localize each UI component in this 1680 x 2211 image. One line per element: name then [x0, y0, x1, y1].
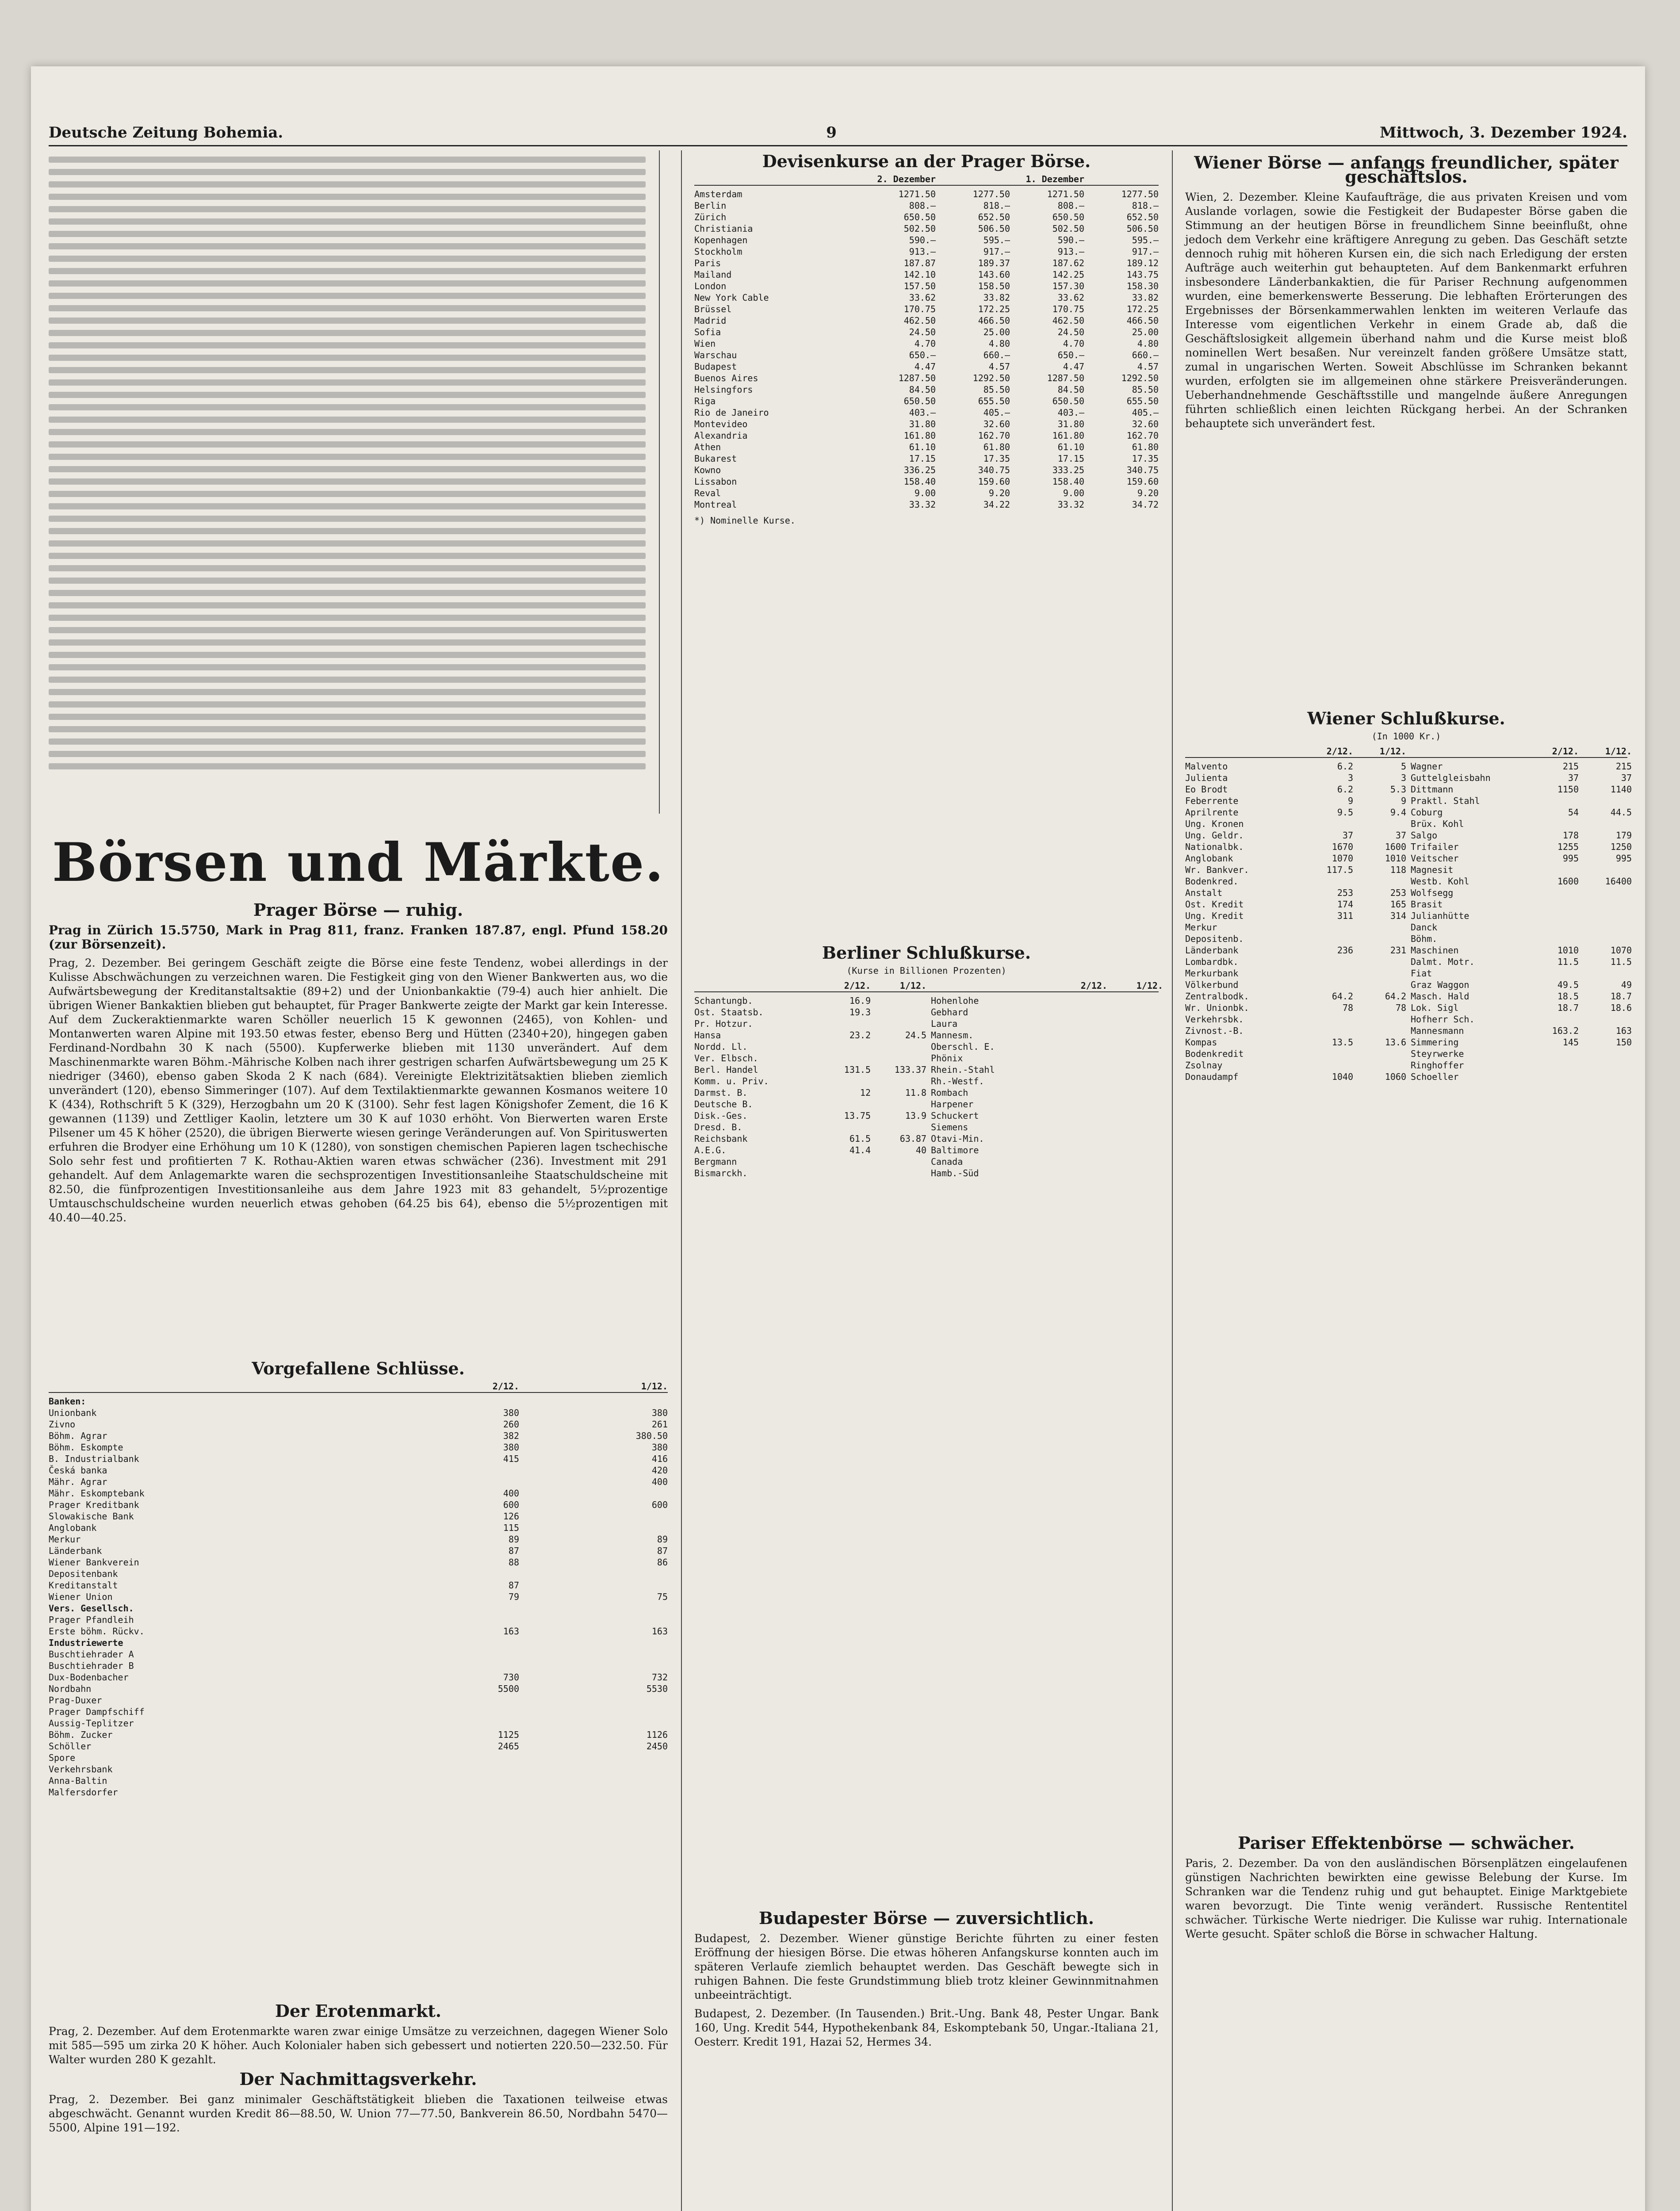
- table-row: Ung. Geldr. 37 37 Salgo 178 179: [1185, 830, 1632, 841]
- table-row: Berlin 808.— 818.— 808.— 818.—: [694, 200, 1159, 211]
- table-row: Hansa 23.2 24.5 Mannesm.: [694, 1030, 974, 1040]
- table-row: Riga 650.50 655.50 650.50 655.50: [694, 396, 1159, 406]
- table-row: Nordbahn 5500 5530: [49, 1683, 668, 1694]
- table-row: Verkehrsbk. Hofherr Sch.: [1185, 1014, 1475, 1025]
- devisenkurse-table: [694, 150, 1159, 526]
- newspaper-page: [31, 66, 1645, 2211]
- table-row: Česká banka 420: [49, 1465, 668, 1476]
- table-row: Prager Pfandleih: [49, 1614, 134, 1625]
- table-row: Wr. Bankver. 117.5 118 Magnesit: [1185, 865, 1454, 875]
- table-row: Zivno 260 261: [49, 1419, 668, 1430]
- table-row: A.E.G. 41.4 40 Baltimore: [694, 1145, 979, 1155]
- table-row: Amsterdam 1271.50 1277.50 1271.50 1277.50: [694, 189, 1159, 199]
- table-row: Darmst. B. 12 11.8 Rombach: [694, 1087, 968, 1098]
- wiener-boerse-article: [1185, 150, 1627, 435]
- section-main-title: Börsen und Märkte.: [52, 831, 665, 894]
- table-row: Merkur 89 89: [49, 1534, 668, 1545]
- table-row: Nordd. Ll. Oberschl. E.: [694, 1041, 995, 1052]
- erotenmarkt-body: Prag, 2. Dezember. Auf dem Erotenmarkte waren zwar einige Umsätze zu verzeichnen, dagegen Wiener Solo mit 585—595 um zirka 20 K höher. Auch Kolonialer haben sich gebessert und notierten 220.50—232.50. Für Walter wurden 280 K gezahlt.: [49, 2025, 668, 2066]
- table-row: Deutsche B. Harpener: [694, 1099, 974, 1109]
- table-row: Länderbank 236 231 Maschinen 1010 1070: [1185, 945, 1632, 956]
- schluesse-heading: Vorgefallene Schlüsse.: [252, 1358, 465, 1378]
- table-row: Prager Kreditbank 600 600: [49, 1500, 668, 1510]
- table-row: Christiania 502.50 506.50 502.50 506.50: [694, 223, 1159, 234]
- prager-boerse-body: Prag, 2. Dezember. Bei geringem Geschäft zeigte die Börse eine feste Tendenz, wobei allerdings in der Kulisse Abschwächungen zu verzeichnen waren. Die Festigkeit ging von den Wiener Bankwerten aus, wo die Aufwärtsbewegung der Kreditanstaltsaktie (89+2) und der Unionbankaktie (79-4) auch hier anhielt. Die übrigen Wiener Bankaktien blieben gut behauptet, für Prager Bankwerte zeigte der Markt gar kein Interesse. Auf dem Zuckeraktienmarkte waren Schöller neuerlich 15 K gewonnen (2465), von Kohlen- und Montanwerten waren Alpine mit 193.50 etwas fester, ebenso Berg und Hütten (2340+20), hingegen gaben Ferdinand-Nordbahn 30 K nach (5500). Kupferwerke blieben mit 1130 unverändert. Auf dem Maschinenmarkte waren Böhm.-Mährische Kolben nach ihrer gestrigen scharfen Aufwärtsbewegung um 25 K niedriger (3460), ebenso gaben Skoda 2 K nach (684). Vereinigte Elektrizitätsaktien blieben ziemlich unverändert (120), ebenso Simmeringer (107). Auf dem Textilaktienmarkte gewannen Kosmanos weitere 10 K (434), Rothschrift 5 K (329), Herzogbahn um 20 K (3100). Sehr fest lagen Königshofer Zement, die 16 K gewannen (1139) und Zettliger Kaolin, letztere um 30 K auf 1030 erhöht. Von Bierwerten waren Erste Pilsener um 45 K höher (2520), die übrigen Bierwerte wiesen geringe Veränderungen auf. Von Spirituswerten erfuhren die Brodyer eine Erhöhung um 10 K (1280), von sonstigen chemischen Papieren lagen tschechische Solo sehr fest und profitierten 7 K. Rothau-Aktien waren etwas schwächer (236). Investment mit 291 gehandelt. Auf dem Anlagemarkte waren die sechsprozentigen Investitionsanleihe Staatschuldscheine mit 82.50, die fünfprozentigen Investitionsanleihe aus dem Jahre 1923 mit 83 gehandelt, 5½prozentige Umtauschschuldscheine wurden neuerlich etwas gehoben (64.25 bis 64), ebenso die 5½prozentigen mit 40.40—40.25.: [49, 956, 668, 1224]
- table-row: Alexandria 161.80 162.70 161.80 162.70: [694, 430, 1159, 441]
- table-row: Merkurbank Fiat: [1185, 968, 1432, 979]
- table-row: Kowno 336.25 340.75 333.25 340.75: [694, 465, 1159, 475]
- table-row: Wiener Bankverein 88 86: [49, 1557, 668, 1568]
- table-row: Kompas 13.5 13.6 Simmering 145 150: [1185, 1037, 1632, 1048]
- table-row: Völkerbund Graz Waggon 49.5 49: [1185, 979, 1632, 990]
- table-row: Zentralbodk. 64.2 64.2 Masch. Hald 18.5 18.7: [1185, 991, 1632, 1002]
- table-row: Ost. Kredit 174 165 Brasit: [1185, 899, 1443, 910]
- table-row: Pr. Hotzur. Laura: [694, 1018, 958, 1029]
- table-row: Zürich 650.50 652.50 650.50 652.50: [694, 212, 1159, 222]
- erotenmarkt-article: [49, 1999, 668, 2139]
- table-row: New York Cable 33.62 33.82 33.62 33.82: [694, 292, 1159, 303]
- table-row: Ung. Kredit 311 314 Julianhütte: [1185, 910, 1470, 921]
- page-header: [49, 115, 1627, 146]
- table-row: Berl. Handel 131.5 133.37 Rhein.-Stahl: [694, 1064, 995, 1075]
- table-row: Sofia 24.50 25.00 24.50 25.00: [694, 327, 1159, 337]
- prager-boerse-heading: Prager Börse — ruhig.: [253, 900, 463, 920]
- berliner-schluss-subheading: (Kurse in Billionen Prozenten): [846, 965, 1006, 976]
- table-row: Kreditanstalt 87: [49, 1580, 519, 1591]
- header-date: Mittwoch, 3. Dezember 1924.: [1380, 124, 1627, 142]
- table-row: Rio de Janeiro 403.— 405.— 403.— 405.—: [694, 407, 1159, 418]
- table-row: Stockholm 913.— 917.— 913.— 917.—: [694, 246, 1159, 257]
- table-row: Budapest 4.47 4.57 4.47 4.57: [694, 361, 1159, 372]
- table-row: Aprilrente 9.5 9.4 Coburg 54 44.5: [1185, 807, 1632, 818]
- wiener-schluss-heading: Wiener Schlußkurse.: [1307, 708, 1505, 728]
- table-row: Ung. Kronen Brüx. Kohl: [1185, 819, 1464, 829]
- table-row: Bodenkred. Westb. Kohl 1600 16400: [1185, 876, 1632, 887]
- header-paper-name: Deutsche Zeitung Bohemia.: [49, 124, 283, 142]
- table-row: Bukarest 17.15 17.35 17.15 17.35: [694, 453, 1159, 464]
- table-row: Kopenhagen 590.— 595.— 590.— 595.—: [694, 235, 1159, 245]
- erotenmarkt-heading: Der Erotenmarkt.: [275, 2001, 442, 2021]
- table-row: Madrid 462.50 466.50 462.50 466.50: [694, 315, 1159, 326]
- schluesse-group-title: Industriewerte: [49, 1637, 123, 1648]
- table-row: Slowakische Bank 126: [49, 1511, 519, 1522]
- table-row: Reichsbank 61.5 63.87 Otavi-Min.: [694, 1133, 984, 1144]
- table-row: Depositenbank: [49, 1568, 118, 1579]
- top-left-notices: [49, 150, 646, 814]
- table-row: Julienta 3 3 Guttelgleisbahn 37 37: [1185, 773, 1632, 783]
- budapester-body-2: Budapest, 2. Dezember. (In Tausenden.) Brit.-Ung. Bank 48, Pester Ungar. Bank 160, Ung. Kredit 544, Hypothekenbank 84, Eskomptebank 50, Ungar.-Italiana 21, Oesterr. Kredit 191, Hazai 52, Hermes 34.: [694, 2007, 1159, 2048]
- pariser-boerse-article: [1185, 1831, 1627, 1946]
- table-row: Aussig-Teplitzer: [49, 1718, 134, 1729]
- devisen-footnote: *) Nominelle Kurse.: [694, 515, 796, 526]
- table-row: Mailand 142.10 143.60 142.25 143.75: [694, 269, 1159, 280]
- header-page-number: 9: [826, 124, 837, 142]
- table-row: Komm. u. Priv. Rh.-Westf.: [694, 1076, 984, 1086]
- wiener-schlusskurse-table: [1185, 708, 1632, 1083]
- table-row: Schöller 2465 2450: [49, 1741, 668, 1752]
- table-row: Böhm. Eskompte 380 380: [49, 1442, 668, 1453]
- table-row: Lombardbk. Dalmt. Motr. 11.5 11.5: [1185, 956, 1632, 967]
- table-row: Buenos Aires 1287.50 1292.50 1287.50 1292.50: [694, 373, 1159, 383]
- table-row: Bodenkredit Steyrwerke: [1185, 1048, 1464, 1059]
- table-row: B. Industrialbank 415 416: [49, 1454, 668, 1464]
- table-row: Erste böhm. Rückv. 163 163: [49, 1626, 668, 1637]
- table-row: Donaudampf 1040 1060 Schoeller: [1185, 1071, 1459, 1082]
- table-row: Dux-Bodenbacher 730 732: [49, 1672, 668, 1683]
- table-row: Montreal 33.32 34.22 33.32 34.72: [694, 499, 1159, 510]
- berliner-schluss-col-headers: 2/12. 1/12. 2/12. 1/12.: [694, 980, 1159, 992]
- table-row: Nationalbk. 1670 1600 Trifailer 1255 1250: [1185, 842, 1632, 852]
- wiener-schluss-subheading: (In 1000 Kr.): [1371, 731, 1441, 742]
- wiener-boerse-heading: Wiener Börse — anfangs freundlicher, später geschäftslos.: [1194, 153, 1619, 187]
- table-row: Feberrente 9 9 Praktl. Stahl: [1185, 796, 1480, 806]
- budapester-heading: Budapester Börse — zuversichtlich.: [758, 1908, 1094, 1928]
- berliner-schluss-heading: Berliner Schlußkurse.: [822, 943, 1031, 963]
- prager-boerse-article: [49, 898, 668, 1229]
- table-row: Mähr. Eskomptebank 400: [49, 1488, 519, 1499]
- schluesse-col-headers: 2/12. 1/12.: [49, 1381, 668, 1393]
- table-row: Brüssel 170.75 172.25 170.75 172.25: [694, 304, 1159, 314]
- nachmittag-heading: Der Nachmittagsverkehr.: [239, 2069, 477, 2089]
- table-row: Ver. Elbsch. Phönix: [694, 1053, 963, 1063]
- table-row: Anna-Baltin: [49, 1775, 107, 1786]
- table-row: Zsolnay Ringhoffer: [1185, 1060, 1464, 1071]
- pariser-heading: Pariser Effektenbörse — schwächer.: [1238, 1833, 1575, 1853]
- table-row: Prager Dampfschiff: [49, 1706, 145, 1717]
- devisenkurse-heading: Devisenkurse an der Prager Börse.: [762, 151, 1091, 171]
- table-row: Wien 4.70 4.80 4.70 4.80: [694, 338, 1159, 349]
- table-row: Wiener Union 79 75: [49, 1591, 668, 1602]
- table-row: Montevideo 31.80 32.60 31.80 32.60: [694, 419, 1159, 429]
- table-row: Böhm. Zucker 1125 1126: [49, 1729, 668, 1740]
- table-row: Mähr. Agrar 400: [49, 1477, 668, 1487]
- table-row: Paris 187.87 189.37 187.62 189.12: [694, 258, 1159, 268]
- table-row: Verkehrsbank: [49, 1764, 113, 1775]
- table-row: Anstalt 253 253 Wolfsegg: [1185, 887, 1454, 898]
- table-row: Eo Brodt 6.2 5.3 Dittmann 1150 1140: [1185, 784, 1632, 795]
- table-row: Athen 61.10 61.80 61.10 61.80: [694, 442, 1159, 452]
- table-row: Bismarckh. Hamb.-Süd: [694, 1168, 979, 1178]
- table-row: Schantungb. 16.9 Hohenlohe: [694, 995, 979, 1006]
- table-row: Malvento 6.2 5 Wagner 215 215: [1185, 761, 1632, 772]
- table-row: Spore: [49, 1752, 76, 1763]
- table-row: Merkur Danck: [1185, 922, 1438, 933]
- devisen-col-headers: 2. Dezember 1. Dezember: [694, 173, 1159, 186]
- budapester-boerse-article: [694, 1906, 1159, 2054]
- table-row: Lissabon 158.40 159.60 158.40 159.60: [694, 476, 1159, 487]
- table-row: Helsingfors 84.50 85.50 84.50 85.50: [694, 384, 1159, 395]
- budapester-body-1: Budapest, 2. Dezember. Wiener günstige Berichte führten zu einer festen Eröffnung der hiesigen Börse. Die etwas höheren Anfangskurse konnten auch im späteren Verlaufe ziemlich behauptet werden. Das Geschäft bewegte sich in ruhigen Bahnen. Die feste Grundstimmung blieb trotz kleiner Gewinnmitnahmen unbeeinträchtigt.: [694, 1932, 1159, 2001]
- table-row: London 157.50 158.50 157.30 158.30: [694, 281, 1159, 291]
- table-row: Wr. Unionbk. 78 78 Lok. Sigl 18.7 18.6: [1185, 1002, 1632, 1013]
- table-row: Prag-Duxer: [49, 1695, 102, 1706]
- wiener-boerse-body: Wien, 2. Dezember. Kleine Kaufaufträge, die aus privaten Kreisen und vom Auslande vorlagen, sowie die Festigkeit der Budapester Börse gaben die Stimmung an der heutigen Börse in freundlichem Sinne beeinflußt, ohne jedoch dem Verkehr eine kräftigere Anregung zu geben. Das Geschäft setzte dennoch ruhig mit höheren Kursen ein, die sich nach Erledigung der ersten Aufträge auch weiterhin gut behaupteten. Auf dem Bankenmarkt erfuhren insbesondere Länderbankaktien, die für Pariser Rechnung aufgenommen wurden, eine bemerkenswerte Besserung. Die lebhaften Erörterungen des Ergebnisses der Börsenkammerwahlen lenkten im weiteren Verlaufe das Interesse vom eigentlichen Verkehr in einem Grade ab, daß die Geschäftslosigkeit allgemein überhand nahm und die Kurse meist bloß nominellen Wert besaßen. Nur vereinzelt fanden größere Umsätze statt, zumal in ungarischen Werten. Soweit Abschlüsse im Schranken bekannt wurden, erfolgten sie im allgemeinen ohne stärkere Preisveränderungen. Ueberhandnehmende Geschäftsstille und mangelnde äußere Anregungen führten schließlich einen leichten Rückgang herbei. An der Schranken behauptete sich unverändert fest.: [1185, 191, 1627, 430]
- table-row: Länderbank 87 87: [49, 1545, 668, 1556]
- schluesse-group-title: Vers. Gesellsch.: [49, 1603, 134, 1614]
- table-row: Warschau 650.— 660.— 650.— 660.—: [694, 350, 1159, 360]
- wiener-schluss-col-headers: 2/12. 1/12. 2/12. 1/12.: [1185, 746, 1627, 758]
- table-row: Buschtiehrader A: [49, 1649, 134, 1660]
- nachmittag-body: Prag, 2. Dezember. Bei ganz minimaler Geschäftstätigkeit blieben die Taxationen teilweise etwas abgeschwächt. Genannt wurden Kredit 86—88.50, W. Union 77—77.50, Bankverein 86.50, Nordbahn 5470—5500, Alpine 191—192.: [49, 2093, 668, 2134]
- table-row: Böhm. Agrar 382 380.50: [49, 1431, 668, 1441]
- table-row: Depositenb. Böhm.: [1185, 933, 1438, 944]
- table-row: Bergmann Canada: [694, 1156, 963, 1167]
- berliner-schlusskurse-table: [694, 942, 1163, 1179]
- table-row: Buschtiehrader B: [49, 1660, 134, 1671]
- table-row: Disk.-Ges. 13.75 13.9 Schuckert: [694, 1110, 979, 1121]
- prager-boerse-intro: Prag in Zürich 15.5750, Mark in Prag 811, franz. Franken 187.87, engl. Pfund 158.20 (zur Börsenzeit).: [49, 923, 668, 952]
- table-row: Unionbank 380 380: [49, 1408, 668, 1418]
- table-row: Anglobank 115: [49, 1522, 519, 1533]
- table-row: Reval 9.00 9.20 9.00 9.20: [694, 488, 1159, 498]
- pariser-body: Paris, 2. Dezember. Da von den ausländischen Börsenplätzen eingelaufenen günstigen Nachrichten bewirkten eine gewisse Belebung der Kurse. Im Schranken war die Tendenz ruhig und gut behauptet. Einige Marktgebiete waren bevorzugt. Die Tinte wenig verändert. Russische Rententitel schwächer. Türkische Werte niedriger. Die Kulisse war ruhig. Internationale Werte gesucht. Später schloß die Börse in schwacher Haltung.: [1185, 1857, 1627, 1940]
- table-row: Zivnost.-B. Mannesmann 163.2 163: [1185, 1025, 1632, 1036]
- table-row: Ost. Staatsb. 19.3 Gebhard: [694, 1007, 968, 1018]
- schluesse-group-title: Banken:: [49, 1396, 86, 1407]
- table-row: Anglobank 1070 1010 Veitscher 995 995: [1185, 853, 1632, 864]
- vorgefallene-schluesse-table: [49, 1358, 668, 1798]
- table-row: Malfersdorfer: [49, 1787, 118, 1798]
- table-row: Dresd. B. Siemens: [694, 1122, 968, 1132]
